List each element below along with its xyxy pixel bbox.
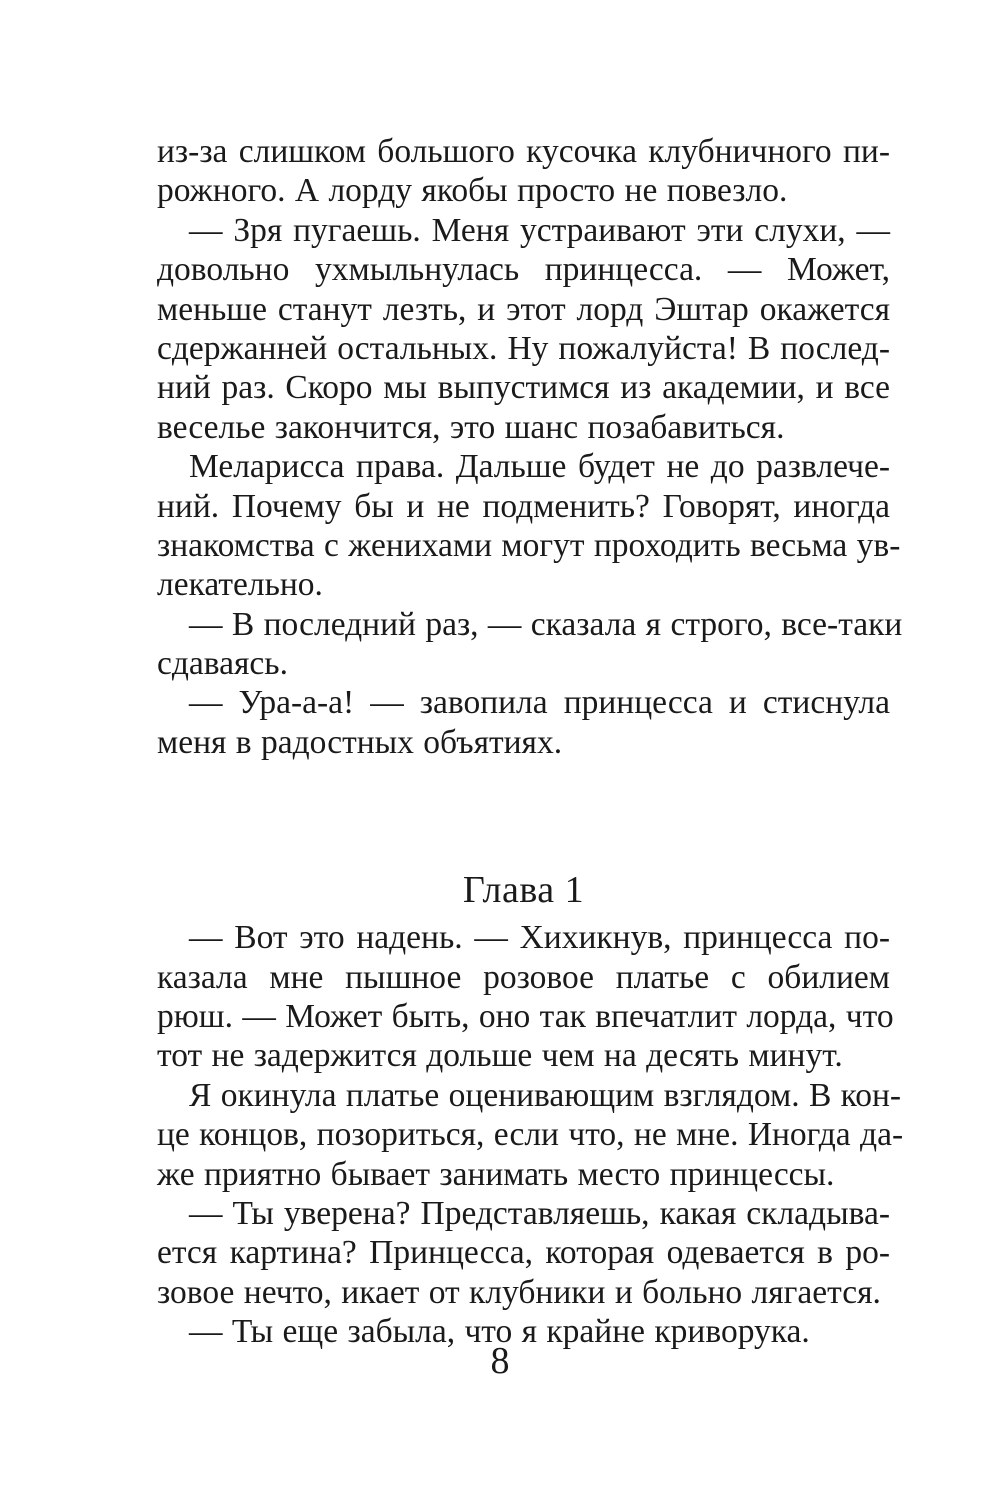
text-line: веселье закончится, это шанс позабавиться. <box>157 408 785 446</box>
text-line: — В последний раз, — сказала я строго, все-таки <box>189 605 903 643</box>
text-line: казала мне пышное розовое платье с обилием <box>157 958 890 996</box>
paragraph <box>157 605 903 684</box>
text-line: лекательно. <box>157 566 323 604</box>
text-line: знакомства с женихами могут проходить весьма ув- <box>157 526 901 564</box>
text-line: зовое нечто, икает от клубники и больно лягается. <box>157 1273 881 1311</box>
text-line: — Ура-а-а! — завопила принцесса и стиснула <box>189 684 890 722</box>
paragraph <box>157 918 894 1076</box>
text-line: сдержанней остальных. Ну пожалуйста! В послед- <box>157 329 890 367</box>
paragraph <box>157 211 890 447</box>
paragraph <box>157 132 890 211</box>
text-line: Меларисса права. Дальше будет не до развлече- <box>189 448 890 486</box>
text-line: Я окинула платье оценивающим взглядом. В кон- <box>189 1076 902 1114</box>
text-line: рожного. А лорду якобы просто не повезло. <box>157 172 788 210</box>
text-section-chapter-body <box>157 918 904 1351</box>
paragraph <box>157 447 901 605</box>
text-line: тот не задержится дольше чем на десять минут. <box>157 1037 843 1075</box>
text-line: — Зря пугаешь. Меня устраивают эти слухи, — <box>189 211 890 249</box>
text-line: ется картина? Принцесса, которая одевается в ро- <box>157 1234 890 1272</box>
chapter-heading-block <box>157 762 890 918</box>
page-number: 8 <box>490 1340 510 1382</box>
text-line: из-за слишком большого кусочка клубничного пи- <box>157 133 890 170</box>
text-line: ний. Почему бы и не подменить? Говорят, иногда <box>157 487 890 525</box>
text-line: сдаваясь. <box>157 645 288 683</box>
text-line: — Ты еще забыла, что я крайне криворука. <box>189 1313 810 1351</box>
text-line: же приятно бывает занимать место принцессы. <box>157 1155 835 1193</box>
page-body <box>157 132 904 1352</box>
paragraph <box>157 683 890 762</box>
text-line: меньше станут лезть, и этот лорд Эштар окажется <box>157 290 890 328</box>
text-line: меня в радостных объятиях. <box>157 723 563 761</box>
text-section-before-chapter <box>157 132 903 762</box>
paragraph <box>157 1076 904 1194</box>
chapter-title: Глава 1 <box>462 869 585 912</box>
text-line: рюш. — Может быть, оно так впечатлит лорда, что <box>157 998 894 1036</box>
text-line: — Вот это надень. — Хихикнув, принцесса по- <box>189 919 890 957</box>
text-line: довольно ухмыльнулась принцесса. — Может, <box>157 251 890 289</box>
text-line: — Ты уверена? Представляешь, какая складыва- <box>189 1194 890 1232</box>
paragraph <box>157 1194 890 1312</box>
text-line: ний раз. Скоро мы выпустимся из академии, и все <box>157 369 890 407</box>
text-line: це концов, позориться, если что, не мне. Иногда да- <box>157 1116 904 1154</box>
